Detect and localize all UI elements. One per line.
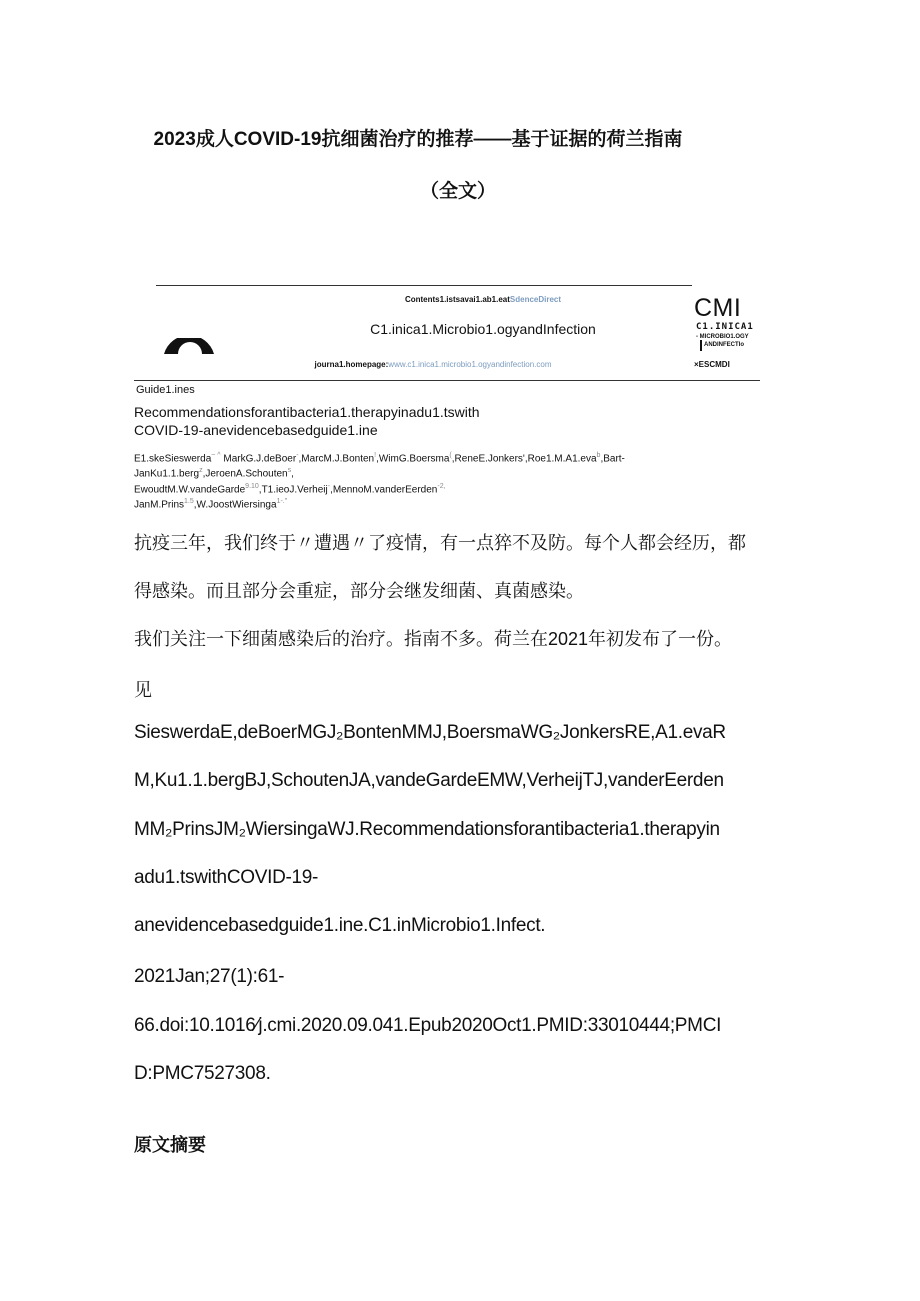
section-heading: 原文摘要	[134, 1135, 206, 1155]
author-line1	[134, 450, 754, 465]
society-logo: ×ESCMDI	[694, 360, 730, 369]
sciencedirect-link[interactable]: SdenceDirect	[509, 295, 562, 304]
banner-top-rule	[156, 285, 692, 286]
body-paragraph-1-line2: 得感染。而且部分会重症，部分会继发细菌、真菌感染。	[134, 581, 584, 601]
reference-line-6: 2021Jan;27(1):61-	[134, 966, 285, 987]
affiliation-mark: z	[199, 467, 203, 475]
author-name: JanKu1.1.berg	[134, 468, 200, 480]
affiliation-mark: (	[449, 452, 452, 459]
affiliation-mark: ~ ^	[211, 452, 221, 459]
document-subtitle: （全文）	[419, 181, 496, 202]
affiliation-mark: !	[374, 452, 377, 459]
reference-line-5: anevidencebasedguide1.ine.C1.inMicrobio1.Infect.	[134, 915, 546, 936]
journal-homepage-line	[250, 360, 616, 369]
elsevier-logo-icon	[162, 338, 216, 354]
reference-line-2: M,Ku1.1.bergBJ,SchoutenJA,vandeGardeEMW,VerheijTJ,vanderEerden	[134, 770, 724, 791]
journal-cover-logo	[692, 296, 772, 360]
author-name: ,WimG.Boersma	[376, 453, 450, 465]
article-title-line2: COVID-19-anevidencebasedguide1.ine	[134, 422, 378, 438]
cmi-abbreviation: CMI	[694, 294, 742, 322]
author-name: EwoudtM.W.vandeGarde	[134, 483, 246, 495]
body-paragraph-3: 见	[134, 680, 152, 700]
author-list	[134, 450, 754, 511]
article-title-line1: Recommendationsforantibacteria1.therapyinadu1.tswith	[134, 404, 480, 420]
reference-line-7: 66.doi:10.1016∕j.cmi.2020.09.041.Epub2020Oct1.PMID:33010444;PMCI	[134, 1015, 722, 1036]
affiliation-mark: 9.10	[245, 482, 259, 490]
reference-line-3: MM₂PrinsJM₂WiersingaWJ.Recommendationsforantibacteria1.therapyin	[134, 819, 720, 840]
affiliation-mark: -2,	[437, 482, 446, 490]
body-paragraph-2: 我们关注一下细菌感染后的治疗。指南不多。荷兰在2021年初发布了一份。	[134, 629, 733, 649]
affiliation-mark: -	[296, 452, 299, 459]
author-name: JanM.Prins	[134, 499, 185, 511]
author-name: ,ReneE.Jonkers',Roe1.M.A1.eva	[451, 453, 597, 465]
contents-prefix: Contents1.istsavai1.ab1.eat	[404, 295, 510, 304]
banner-bottom-rule	[134, 380, 760, 381]
affiliation-mark: 1.5	[184, 497, 194, 505]
body-paragraph-1-line1: 抗疫三年，我们终于〃遭遇〃了疫情，有一点猝不及防。每个人都会经历，都	[134, 533, 746, 553]
author-name: ,Bart-	[600, 453, 625, 465]
article-title	[134, 403, 554, 439]
author-line3	[134, 481, 754, 496]
author-name: ,MarcM.J.Bonten	[298, 453, 375, 465]
reference-line-1: SieswerdaE,deBoerMGJ₂BontenMMJ,BoersmaWG₂JonkersRE,A1.evaR	[134, 722, 726, 743]
reference-line-8: D:PMC7527308.	[134, 1063, 271, 1084]
affiliation-mark: s	[287, 467, 292, 475]
journal-name: C1.inica1.Microbio1.ogyandInfection	[370, 321, 596, 337]
author-name: MarkG.J.deBoer	[223, 453, 297, 465]
affiliation-mark: 1-."	[276, 497, 288, 505]
homepage-label: journa1.homepage:	[314, 360, 389, 369]
author-name: ,T1.ieoJ.Verheij	[258, 483, 328, 495]
cover-text-line2: - MICROBIO1.OGY	[696, 334, 749, 340]
affiliation-mark: -	[327, 482, 331, 490]
cover-text-line1: C1.INICA1	[696, 322, 754, 332]
author-name: ,JeroenA.Schouten	[202, 468, 288, 480]
cover-text-line3: ANDINFECTIo	[704, 342, 744, 348]
cover-bar-icon	[700, 340, 702, 351]
journal-contents-line	[300, 295, 666, 304]
reference-line-4: adu1.tswithCOVID-19-	[134, 867, 319, 888]
affiliation-mark: b	[596, 452, 601, 459]
author-line2	[134, 465, 754, 480]
homepage-url-link[interactable]: www.c1.inica1.microbio1.ogyandinfection.com	[388, 360, 552, 369]
author-name: ,MennoM.vanderEerden	[330, 483, 438, 495]
author-name: ,W.JoostWiersinga	[193, 499, 277, 511]
article-type: Guide1.ines	[136, 384, 195, 396]
author-line4	[134, 496, 754, 511]
author-name: ,	[291, 468, 294, 480]
document-title: 2023成人COVID-19抗细菌治疗的推荐——基于证据的荷兰指南	[153, 129, 683, 150]
author-name: E1.skeSieswerda	[134, 453, 212, 465]
